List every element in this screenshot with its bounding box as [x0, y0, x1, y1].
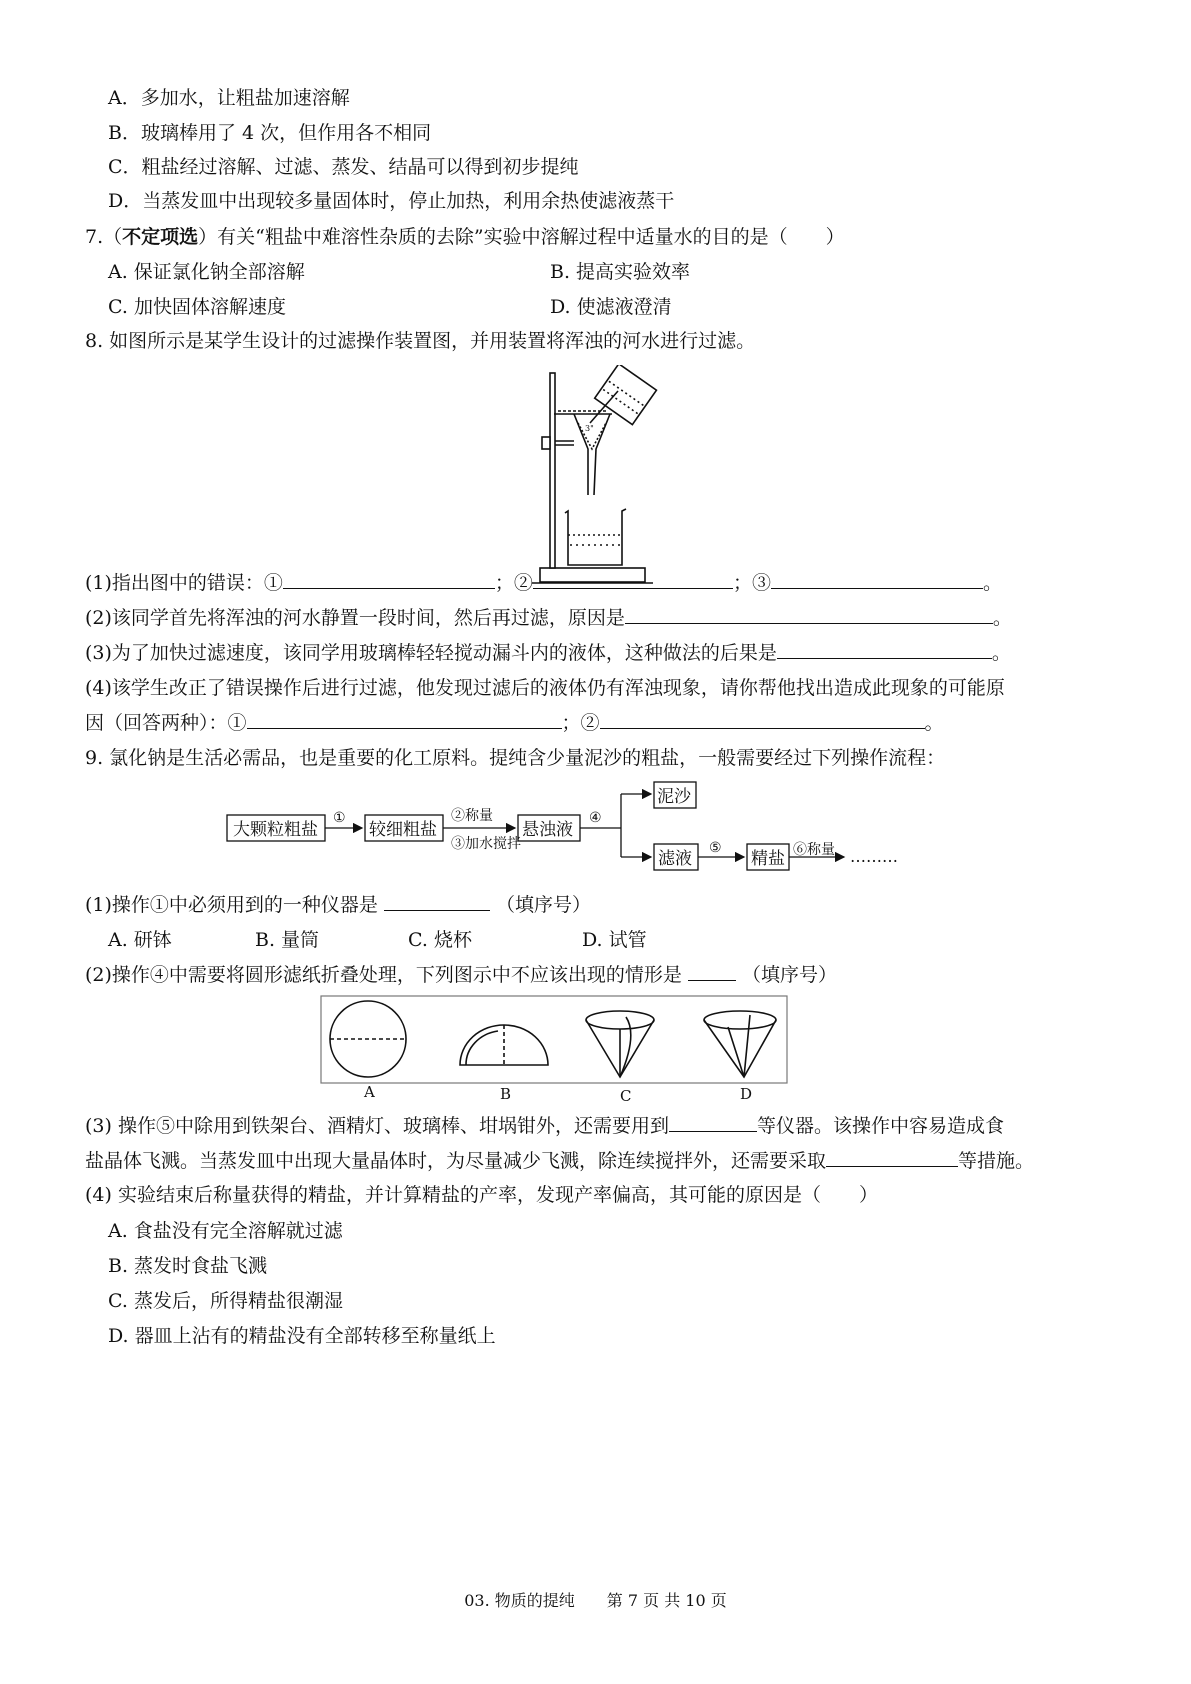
answer-blank-2[interactable]: [533, 570, 733, 589]
answer-blank-8[interactable]: [384, 892, 490, 911]
filter-paper-folding-figure: [320, 995, 790, 1105]
page-footer: 03. 物质的提纯 第 7 页 共 10 页: [464, 1591, 727, 1610]
q6-option-a: A．多加水，让粗盐加速溶解: [108, 87, 350, 109]
figure-label-b: B: [500, 1085, 512, 1103]
q7-option-b: B. 提高实验效率: [550, 261, 691, 283]
q7-option-d: D. 使滤液澄清: [550, 296, 672, 318]
flow-op-6: ⑥称量: [793, 842, 835, 858]
q8-part4-line2: 因（回答两种）：① ；② 。: [85, 712, 944, 734]
q8-part1: (1)指出图中的错误：① ；② ；③ 。: [85, 572, 1002, 594]
q9-part4-option-b: B. 蒸发时食盐飞溅: [108, 1255, 268, 1277]
flow-label-suspension: 悬浊液: [522, 820, 573, 840]
q7-option-a: A. 保证氯化钠全部溶解: [108, 261, 305, 283]
flow-continuation: ………: [850, 847, 898, 866]
q7-stem: 7.（不定项选）有关“粗盐中难溶性杂质的去除”实验中溶解过程中适量水的目的是（ ）: [85, 226, 845, 248]
process-flow-diagram: [225, 780, 985, 880]
q9-part4-option-d: D. 器皿上沾有的精盐没有全部转移至称量纸上: [108, 1325, 496, 1347]
flow-op-5: ⑤: [709, 840, 722, 856]
q9-part4: (4) 实验结束后称量获得的精盐，并计算精盐的产率，发现产率偏高，其可能的原因是（ ）: [85, 1184, 878, 1206]
flow-label-coarse-salt: 大颗粒粗盐: [233, 820, 318, 840]
q9-part1-option-b: B. 量筒: [255, 929, 320, 951]
answer-blank-9[interactable]: [688, 962, 736, 981]
filtration-apparatus-figure: [530, 365, 665, 600]
q9-part1-option-c: C. 烧杯: [408, 929, 472, 951]
answer-blank-3[interactable]: [771, 570, 983, 589]
q9-part1: (1)操作①中必须用到的一种仪器是 （填序号）: [85, 894, 592, 916]
answer-blank-5[interactable]: [777, 640, 992, 659]
flow-label-fine-salt: 较细粗盐: [369, 820, 437, 840]
answer-blank-1[interactable]: [283, 570, 495, 589]
q9-part3-line2: 盐晶体飞溅。当蒸发皿中出现大量晶体时，为尽量减少飞溅，除连续搅拌外，还需要采取 等措施。: [85, 1150, 1035, 1172]
answer-blank-11[interactable]: [826, 1148, 958, 1167]
flow-op-1: ①: [333, 810, 346, 826]
figure-label-a: A: [364, 1083, 375, 1101]
flow-op-3: ③加水搅拌: [451, 836, 521, 852]
q6-option-b: B．玻璃棒用了 4 次，但作用各不相同: [108, 122, 432, 144]
q9-part1-option-d: D. 试管: [582, 929, 647, 951]
answer-blank-10[interactable]: [669, 1113, 757, 1132]
q7-option-c: C. 加快固体溶解速度: [108, 296, 286, 318]
flow-label-sediment: 泥沙: [657, 787, 691, 807]
figure-d-cone: [704, 1011, 776, 1029]
q9-stem: 9. 氯化钠是生活必需品，也是重要的化工原料。提纯含少量泥沙的粗盐，一般需要经过下列操作流程：: [85, 747, 946, 769]
flow-label-filtrate: 滤液: [658, 849, 692, 869]
flow-label-refined-salt: 精盐: [751, 849, 785, 869]
figure-label-d: D: [740, 1085, 753, 1103]
flow-op-4: ④: [589, 810, 602, 826]
answer-blank-6[interactable]: [247, 710, 562, 729]
q9-part2: (2)操作④中需要将圆形滤纸折叠处理，下列图示中不应该出现的情形是 （填序号）: [85, 964, 838, 986]
answer-blank-7[interactable]: [600, 710, 925, 729]
answer-blank-4[interactable]: [625, 605, 993, 624]
figure-c-cone: [586, 1011, 654, 1029]
q9-part1-option-a: A. 研钵: [108, 929, 172, 951]
q8-part4-line1: (4)该学生改正了错误操作后进行过滤，他发现过滤后的液体仍有浑浊现象，请你帮他找出造成此现象的可能原: [85, 677, 1005, 699]
flow-op-2: ②称量: [451, 808, 493, 824]
q7-tag: 不定项选: [122, 226, 199, 248]
q9-part4-option-a: A. 食盐没有完全溶解就过滤: [108, 1220, 343, 1242]
q6-option-c: C．粗盐经过溶解、过滤、蒸发、结晶可以得到初步提纯: [108, 156, 579, 178]
q9-part3-line1: (3) 操作⑤中除用到铁架台、酒精灯、玻璃棒、坩埚钳外，还需要用到 等仪器。该操作中容易造成食: [85, 1115, 1004, 1137]
q8-part2: (2)该同学首先将浑浊的河水静置一段时间，然后再过滤，原因是 。: [85, 607, 1012, 629]
q9-part4-option-c: C. 蒸发后，所得精盐很潮湿: [108, 1290, 343, 1312]
q8-part3: (3)为了加快过滤速度，该同学用玻璃棒轻轻搅动漏斗内的液体，这种做法的后果是 。: [85, 642, 1011, 664]
q8-stem: 8. 如图所示是某学生设计的过滤操作装置图，并用装置将浑浊的河水进行过滤。: [85, 330, 756, 352]
q6-option-d: D．当蒸发皿中出现较多量固体时，停止加热，利用余热使滤液蒸干: [108, 190, 675, 212]
svg-text:3": 3": [585, 424, 594, 433]
figure-label-c: C: [620, 1087, 632, 1105]
